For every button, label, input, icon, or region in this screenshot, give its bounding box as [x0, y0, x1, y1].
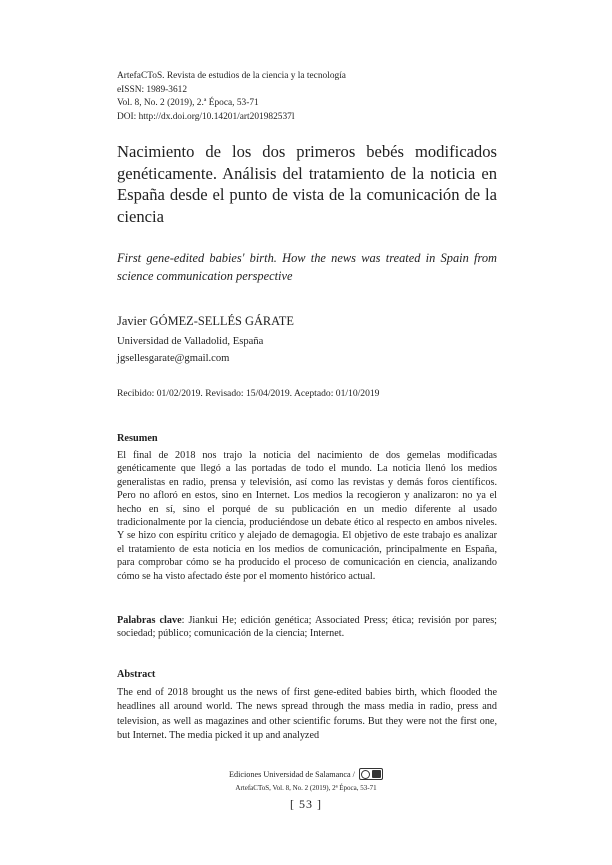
abstract-heading: Abstract — [117, 669, 156, 680]
resumen-text: El final de 2018 nos trajo la noticia del nacimiento de dos gemelas modificadas genéticamente que llegó a las portadas de todo el mundo. La noticia llenó los medios generalistas en radio, prensa y televisión, así como las revistas y demás foros científicos. Pero no afloró en estos, sino en Internet. Los medios la recogieron y analizaron: no ya el hecho en sí, sino el porqué de su publicación en un medio diferente al usado tradicionalmente por la ciencia, produciéndose un debate ético al respecto en ambos niveles. Y se hizo con espíritu crítico y alejado de demagogia. El objetivo de este trabajo es analizar el tratamiento de esta noticia en los medios de comunicación, principalmente en España, para comprobar cómo se ha producido el proceso de comunicación en ciencia, analizando cómo se ha visto afectado éste por el momento histórico actual. — [117, 450, 497, 582]
affiliation: Universidad de Valladolid, España — [117, 336, 264, 347]
keywords-list: : Jiankui He; edición genética; Associated Press; ética; revisión por pares; sociedad; público; comunicación de la ciencia; Internet. — [117, 615, 497, 640]
keywords-label: Palabras clave — [117, 615, 182, 626]
page-number: [ 53 ] — [290, 797, 322, 811]
author-name: Javier GÓMEZ-SELLÉS GÁRATE — [117, 314, 294, 328]
doi-link[interactable]: DOI: http://dx.doi.org/10.14201/art201982537l — [117, 111, 295, 122]
journal-header — [117, 70, 497, 124]
resumen-heading: Resumen — [117, 433, 158, 444]
author-details — [117, 334, 263, 367]
footer-citation: ArtefaCToS, Vol. 8, No. 2 (2019), 2ª Época, 53-71 — [235, 784, 377, 792]
publisher-name: Ediciones Universidad de Salamanca / — [228, 770, 355, 779]
volume-info: Vol. 8, No. 2 (2019), 2.ª Época, 53-71 — [117, 98, 259, 109]
article-title-english: First gene-edited babies' birth. How the news was treated in Spain from science communication perspective — [117, 251, 497, 283]
author-email[interactable]: jgsellesgarate@gmail.com — [117, 352, 230, 364]
eissn: eISSN: 1989-3612 — [117, 84, 188, 95]
abstract-text: The end of 2018 brought us the news of first gene-edited babies birth, which flooded the headlines all around world. The news spread through the mass media in radio, press and television, as well as magazines and other scientific forums. But they were not the first one, but Internet. The media picked it up and analyzed — [117, 687, 497, 742]
journal-name: ArtefaCToS. Revista de estudios de la ciencia y la tecnología — [117, 71, 346, 81]
footer-publisher — [0, 769, 612, 781]
creative-commons-license-icon[interactable] — [359, 768, 383, 780]
submission-dates: Recibido: 01/02/2019. Revisado: 15/04/2019. Aceptado: 01/10/2019 — [117, 388, 380, 399]
keywords — [117, 614, 497, 641]
article-title-spanish: Nacimiento de los dos primeros bebés modificados genéticamente. Análisis del tratamiento de la noticia en España desde el punto de vista de la comunicación de la ciencia — [117, 142, 497, 226]
